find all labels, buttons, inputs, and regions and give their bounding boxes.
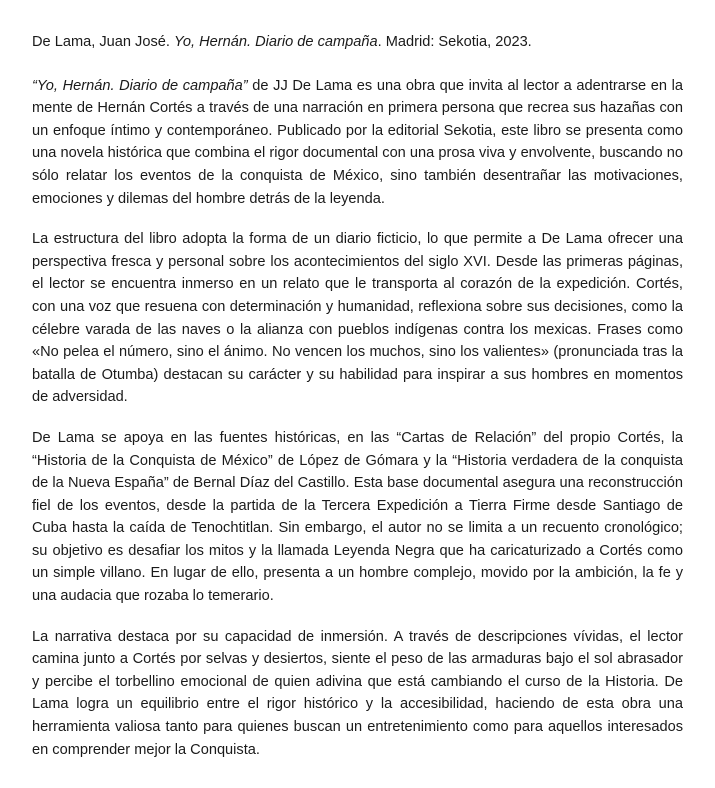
citation-publication: . Madrid: Sekotia, 2023. xyxy=(377,34,532,50)
paragraph-text: de JJ De Lama es una obra que invita al lector a adentrarse en la mente de Hernán Cortés a través de una narración en primera persona que recrea sus hazañas con un enfoque íntimo y contemporáneo. Publicado por la editorial Sekotia, este libro se presenta como una novela histórica que combina el rigor documental con una prosa viva y envolvente, buscando no sólo relatar los eventos de la conquista de México, sino también desentrañar las motivaciones, emociones y dilemas del hombre detrás de la leyenda. xyxy=(32,77,684,207)
citation-author: De Lama, Juan José. xyxy=(32,34,170,50)
bibliographic-citation xyxy=(32,31,683,54)
paragraph-intro xyxy=(32,75,683,211)
intro-book-title: “Yo, Hernán. Diario de campaña” xyxy=(32,77,248,94)
citation-title: Yo, Hernán. Diario de campaña xyxy=(173,34,378,50)
paragraph-text: La narrativa destaca por su capacidad de inmersión. A través de descripciones vívidas, el lector camina junto a Cortés por selvas y desiertos, siente el peso de las armaduras bajo el sol abrasador y percibe el torbellino emocional de quien adivina que está cambiando el curso de la Historia. De Lama logra un equilibrio entre el rigor histórico y la accesibilidad, haciendo de esta obra una herramienta valiosa tanto para quienes buscan un entretenimiento como para aquellos interesados en comprender mejor la Conquista. xyxy=(32,628,683,758)
paragraph-text: De Lama se apoya en las fuentes históricas, en las “Cartas de Relación” del propio Cortés, la “Historia de la Conquista de México” de López de Gómara y la “Historia verdadera de la conquista de la Nueva España” de Bernal Díaz del Castillo. Esta base documental asegura una reconstrucción fiel de los eventos, desde la partida de la Tercera Expedición a Tierra Firme desde Santiago de Cuba hasta la caída de Tenochtitlan. Sin embargo, el autor no se limita a un recuento cronológico; su objetivo es desafiar los mitos y la llamada Leyenda Negra que ha caricaturizado a Cortés como un simple villano. En lugar de ello, presenta a un hombre complejo, movido por la ambición, la fe y una audacia que rozaba lo temerario. xyxy=(32,429,683,605)
paragraph-narrative xyxy=(32,626,683,762)
paragraph-text: La estructura del libro adopta la forma de un diario ficticio, lo que permite a De Lama ofrecer una perspectiva fresca y personal sobre los acontecimientos del siglo XVI. Desde las primeras páginas, el lector se encuentra inmerso en un relato que le transporta al corazón de la expedición. Cortés, con una voz que resuena con determinación y humanidad, reflexiona sobre sus decisiones, como la célebre varada de las naves o la alianza con pueblos indígenas contra los mexicas. Frases como «No pelea el número, sino el ánimo. No vencen los muchos, sino los valientes» (pronunciada tras la batalla de Otumba) destacan su carácter y su habilidad para inspirar a sus hombres en momentos de adversidad. xyxy=(32,231,683,406)
paragraph-sources xyxy=(32,427,683,608)
paragraph-structure xyxy=(32,228,683,409)
